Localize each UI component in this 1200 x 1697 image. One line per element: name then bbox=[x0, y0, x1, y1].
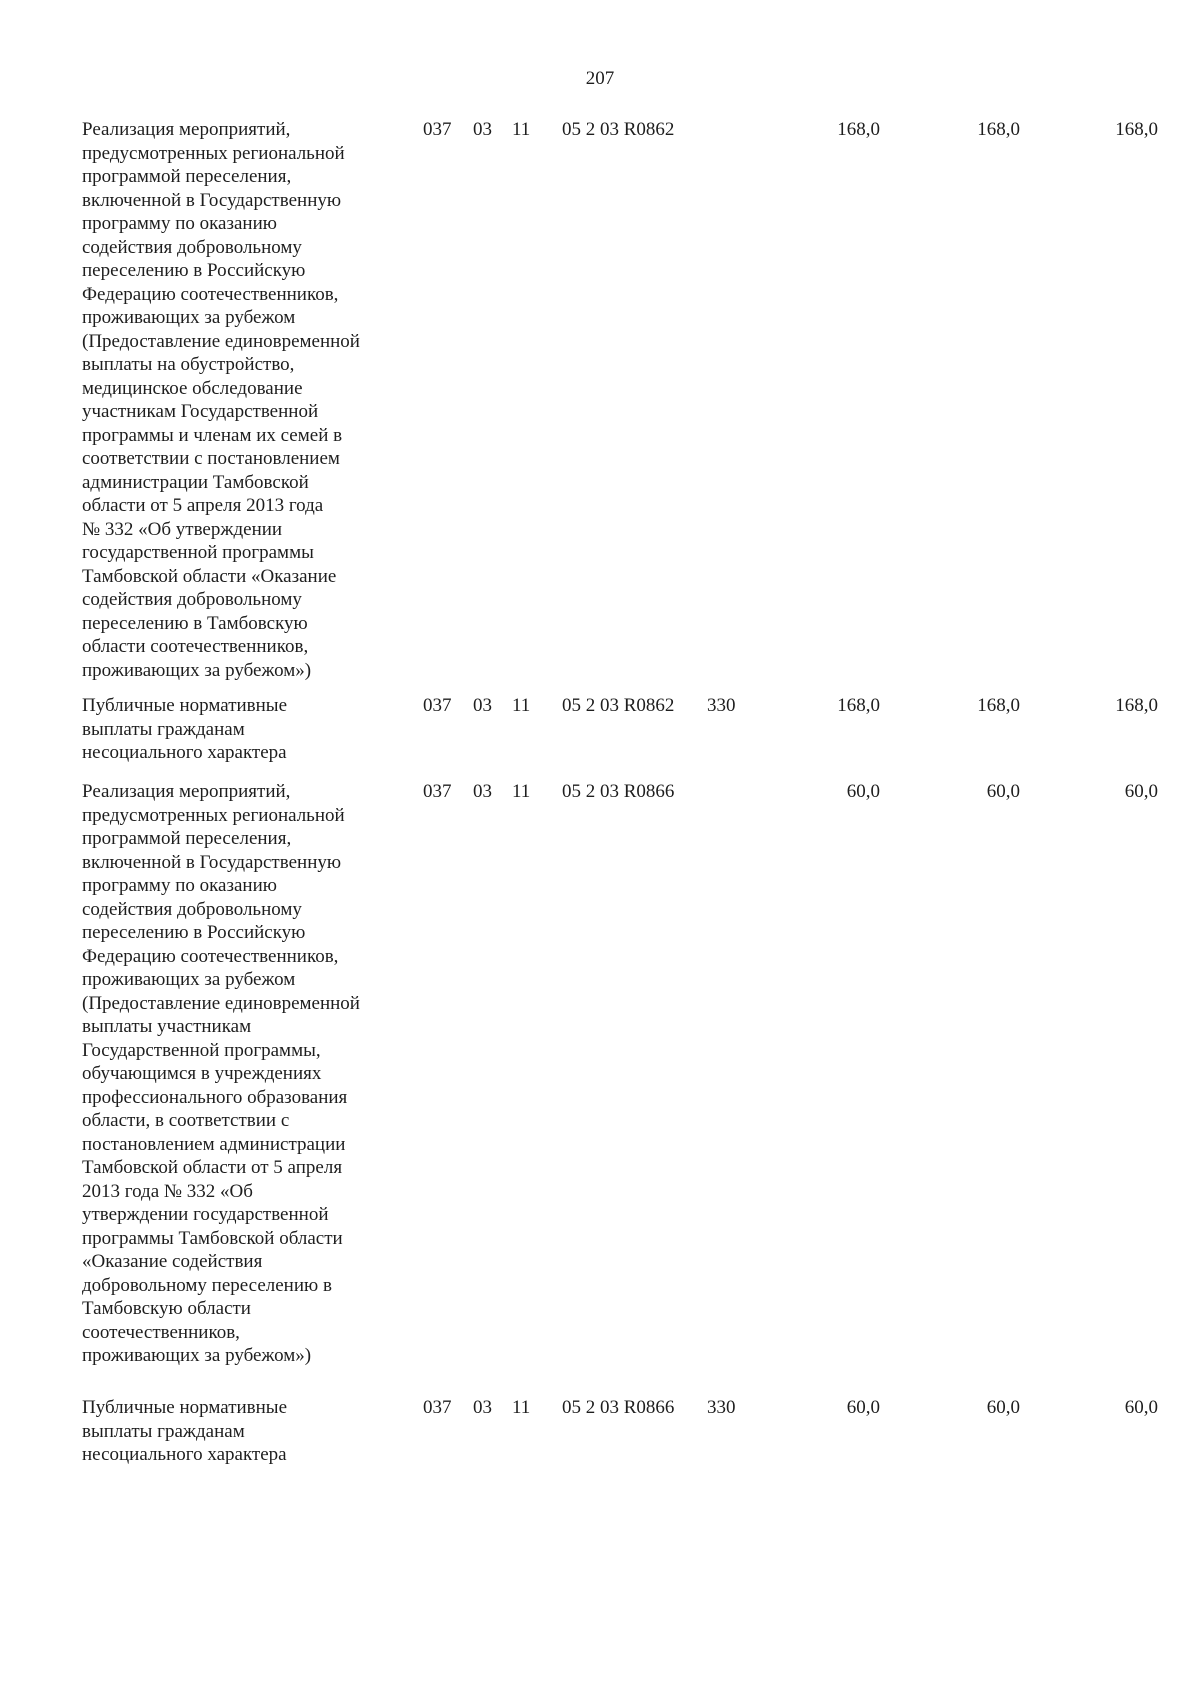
target-article-code: 05 2 03 R0866 bbox=[562, 781, 675, 802]
amount-year-2: 168,0 bbox=[977, 119, 1020, 140]
subsection-code: 11 bbox=[512, 1397, 531, 1418]
ministry-code: 037 bbox=[423, 781, 452, 802]
amount-year-1: 60,0 bbox=[846, 781, 880, 802]
row-name: Публичные нормативные выплаты гражданам несоциального характера bbox=[82, 1397, 288, 1465]
section-code: 03 bbox=[473, 695, 492, 716]
row-name: Публичные нормативные выплаты гражданам несоциального характера bbox=[82, 695, 288, 763]
target-article-code: 05 2 03 R0862 bbox=[562, 695, 675, 716]
amount-year-1: 60,0 bbox=[846, 1397, 880, 1418]
amount-year-3: 60,0 bbox=[1124, 781, 1158, 802]
expense-type-code: 330 bbox=[707, 1397, 736, 1418]
ministry-code: 037 bbox=[423, 695, 452, 716]
target-article-code: 05 2 03 R0866 bbox=[562, 1397, 675, 1418]
amount-year-3: 168,0 bbox=[1115, 695, 1158, 716]
subsection-code: 11 bbox=[512, 119, 531, 140]
section-code: 03 bbox=[473, 781, 492, 802]
amount-year-2: 168,0 bbox=[977, 695, 1020, 716]
page-number: 207 bbox=[585, 68, 615, 89]
section-code: 03 bbox=[473, 1397, 492, 1418]
ministry-code: 037 bbox=[423, 119, 452, 140]
amount-year-1: 168,0 bbox=[837, 695, 880, 716]
amount-year-2: 60,0 bbox=[986, 781, 1020, 802]
amount-year-1: 168,0 bbox=[837, 119, 880, 140]
amount-year-2: 60,0 bbox=[986, 1397, 1020, 1418]
subsection-code: 11 bbox=[512, 781, 531, 802]
section-code: 03 bbox=[473, 119, 492, 140]
ministry-code: 037 bbox=[423, 1397, 452, 1418]
row-name: Реализация мероприятий, предусмотренных региональной программой переселения, включенной в Государственную программу по оказанию содействия добровольному переселению в Российскую Федерацию соотечественников, проживающих за рубежом (Предоставление единовременной выплаты на обустройство, медицинское обследование участникам Государственной программы и членам их семей в соответствии с постановлением администрации Тамбовской области от 5 апреля 2013 года № 332 «Об утверждении государственной программы Тамбовской области «Оказание содействия добровольному переселению в Тамбовскую области соотечественников, проживающих за рубежом») bbox=[82, 119, 360, 681]
expense-type-code: 330 bbox=[707, 695, 736, 716]
amount-year-3: 60,0 bbox=[1124, 1397, 1158, 1418]
subsection-code: 11 bbox=[512, 695, 531, 716]
target-article-code: 05 2 03 R0862 bbox=[562, 119, 675, 140]
row-name: Реализация мероприятий, предусмотренных региональной программой переселения, включенной в Государственную программу по оказанию содействия добровольному переселению в Российскую Федерацию соотечественников, проживающих за рубежом (Предоставление единовременной выплаты участникам Государственной программы, обучающимся в учреждениях профессионального образования области, в соответствии с постановлением администрации Тамбовской области от 5 апреля 2013 года № 332 «Об утверждении государственной программы Тамбовской области «Оказание содействия добровольному переселению в Тамбовскую области соотечественников, проживающих за рубежом») bbox=[82, 781, 360, 1366]
amount-year-3: 168,0 bbox=[1115, 119, 1158, 140]
